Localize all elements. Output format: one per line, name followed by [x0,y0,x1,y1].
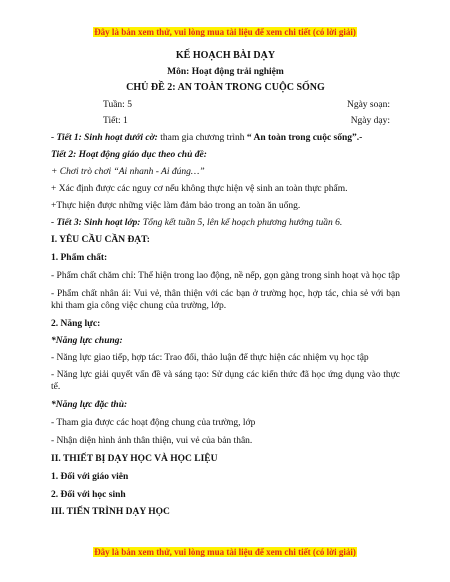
prep-date-label: Ngày soạn: [346,100,390,110]
lesson-2-heading: Tiết 2: Hoạt động giáo dục theo chủ đề: [51,150,207,160]
competencies-heading: 2. Năng lực: [51,319,101,329]
section-1-heading: I. YÊU CẦU CẦN ĐẠT: [51,235,150,245]
quality-kindness: - Phẩm chất nhân ái: Vui vẻ, thân thiện với các bạn ở trường học, hợp tác, chia sẻ với bạn khi tham gia công việc chung của trường, lớp. [51,289,400,311]
specific-competency-heading: *Năng lực đặc thù: [51,400,128,410]
preview-banner-bottom [0,547,450,558]
game-line: + Chơi trò chơi “Ai nhanh - Ai đúng…” [51,167,205,177]
preview-banner-top-text: Đây là bản xem thử, vui lòng mua tài liệu để xem chi tiết (có lời giải) [94,27,356,37]
objective-line-a: + Xác định được các nguy cơ nếu không thực hiện vệ sinh an toàn thực phẩm. [51,184,348,194]
objective-line-b: +Thực hiện được những việc làm đảm bảo trong an toàn ăn uống. [51,201,301,211]
preview-banner-bottom-text: Đây là bản xem thử, vui lòng mua tài liệu để xem chi tiết (có lời giải) [94,547,356,557]
meta-row-lesson [51,115,400,127]
lesson-plan-content [51,50,400,518]
subject-line: Môn: Hoạt động trải nghiệm [167,67,284,77]
specific-competency-1: - Tham gia được các hoạt động chung của trường, lớp [51,418,256,428]
lesson-1-text: tham gia chương trình [157,133,247,143]
section-3-heading: III. TIẾN TRÌNH DẠY HỌC [51,507,170,517]
lesson-3-line [51,217,400,229]
lesson-3-text: Tổng kết tuần 5, lên kế hoạch phương hướng tuần 6. [140,218,343,228]
competency-communication: - Năng lực giao tiếp, hợp tác: Trao đổi, thảo luận để thực hiện các nhiệm vụ học tập [51,353,369,363]
document-title: KẾ HOẠCH BÀI DẠY [175,50,276,61]
teach-date-label: Ngày dạy: [350,116,390,126]
competency-problem-solving: - Năng lực giải quyết vấn đề và sáng tạo: Sử dụng các kiến thức đã học ứng dụng vào thực tế. [51,370,400,392]
quality-diligence: - Phẩm chất chăm chỉ: Thể hiện trong lao động, nề nếp, gọn gàng trong sinh hoạt và học tập [51,271,400,281]
lesson-1-heading: - Tiết 1: Sinh hoạt dưới cờ: [51,133,158,143]
section-2-heading: II. THIẾT BỊ DẠY HỌC VÀ HỌC LIỆU [51,454,218,464]
lesson-1-line [51,132,400,144]
section-2-teacher: 1. Đối với giáo viên [51,472,129,482]
preview-banner-top [0,27,450,38]
specific-competency-2: - Nhận diện hình ảnh thân thiện, vui vẻ của bản thân. [51,436,253,446]
lesson-label: Tiết: 1 [103,116,128,126]
lesson-1-program: “ An toàn trong cuộc sống” [246,133,357,143]
lesson-3-heading: - Tiết 3: Sinh hoạt lớp: [51,218,141,228]
qualities-heading: 1. Phẩm chất: [51,253,108,263]
lesson-1-tail: .- [356,133,363,143]
section-2-student: 2. Đối với học sinh [51,490,126,500]
week-label: Tuần: 5 [103,100,132,110]
general-competency-heading: *Năng lực chung: [51,336,123,346]
meta-row-week [51,99,400,111]
theme-title: CHỦ ĐỀ 2: AN TOÀN TRONG CUỘC SỐNG [126,82,325,93]
